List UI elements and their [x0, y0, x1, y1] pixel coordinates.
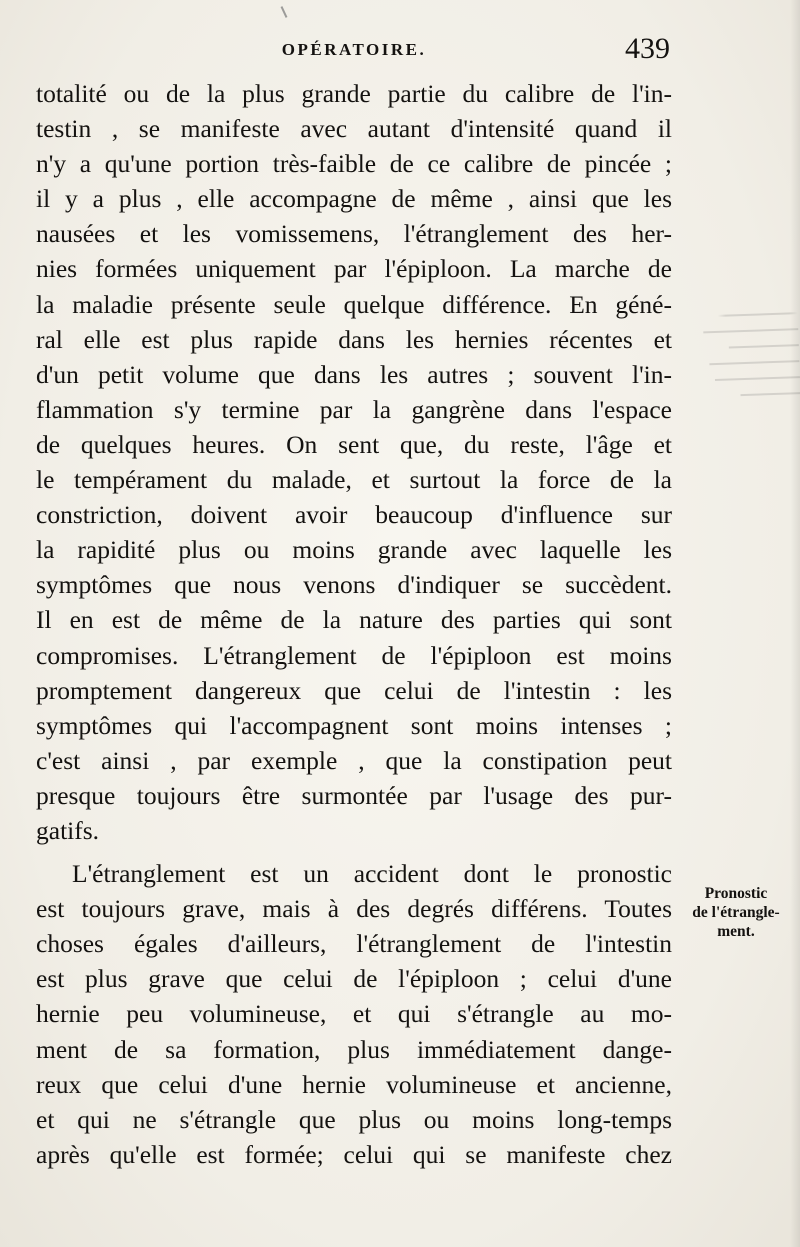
text-line: choses égales d'ailleurs, l'étranglement de l'intestin	[36, 929, 672, 959]
text-line: après qu'elle est formée; celui qui se manifeste chez	[36, 1139, 672, 1169]
text-line: flammation s'y termine par la gangrène dans l'espace	[36, 394, 672, 424]
text-line: nausées et les vomissemens, l'étranglement des her-	[36, 219, 672, 249]
text-line: est plus grave que celui de l'épiploon ; celui d'une	[36, 964, 672, 994]
text-line: compromises. L'étranglement de l'épiploon est moins	[36, 640, 672, 670]
text-line: presque toujours être surmontée par l'usage des pur-	[36, 780, 672, 810]
text-line: et qui ne s'étrangle que plus ou moins long-temps	[36, 1104, 672, 1134]
show-through-text	[687, 298, 800, 462]
text-line: totalité ou de la plus grande partie du calibre de l'in-	[36, 79, 672, 108]
text-line: constriction, doivent avoir beaucoup d'influence sur	[36, 500, 672, 530]
text-line: gatifs.	[36, 815, 100, 845]
running-head: OPÉRATOIRE.	[281, 40, 427, 59]
text-line: L'étranglement est un accident dont le pronostic	[72, 859, 672, 889]
text-line: symptômes que nous venons d'indiquer se succèdent.	[36, 570, 672, 600]
body-text	[36, 76, 672, 1172]
text-line: nies formées uniquement par l'épiploon. La marche de	[36, 254, 672, 284]
text-line: le tempérament du malade, et surtout la force de la	[36, 465, 672, 495]
page-edge-shadow	[790, 0, 800, 1247]
margin-note	[680, 884, 792, 941]
text-line: c'est ainsi , par exemple , que la constipation peut	[36, 745, 672, 775]
text-line: hernie peu volumineuse, et qui s'étrangle au mo-	[36, 999, 672, 1029]
text-line: ral elle est plus rapide dans les hernies récentes et	[36, 324, 672, 354]
text-line: il y a plus , elle accompagne de même , ainsi que les	[36, 184, 672, 214]
text-line: symptômes qui l'accompagnent sont moins intenses ;	[36, 710, 672, 740]
margin-note-line: de l'étrangle-	[692, 904, 780, 921]
text-line: Il en est de même de la nature des parties qui sont	[36, 605, 672, 635]
text-line: la rapidité plus ou moins grande avec laquelle les	[36, 535, 672, 565]
text-line: n'y a qu'une portion très-faible de ce calibre de pincée ;	[36, 149, 672, 179]
margin-note-line: ment.	[717, 923, 755, 940]
text-line: ment de sa formation, plus immédiatement dange-	[36, 1034, 672, 1064]
text-line: promptement dangereux que celui de l'intestin : les	[36, 675, 672, 705]
page-number: 439	[625, 32, 670, 65]
text-line: de quelques heures. On sent que, du reste, l'âge et	[36, 429, 672, 459]
text-line: reux que celui d'une hernie volumineuse et ancienne,	[36, 1069, 672, 1099]
margin-note-line: Pronostic	[704, 885, 768, 902]
page-header	[36, 32, 672, 72]
text-line: la maladie présente seule quelque différence. En géné-	[36, 289, 672, 319]
text-line: testin , se manifeste avec autant d'intensité quand il	[36, 114, 672, 144]
text-line: d'un petit volume que dans les autres ; souvent l'in-	[36, 359, 672, 389]
text-line: est toujours grave, mais à des degrés différens. Toutes	[36, 894, 672, 924]
ink-mark	[281, 6, 288, 18]
